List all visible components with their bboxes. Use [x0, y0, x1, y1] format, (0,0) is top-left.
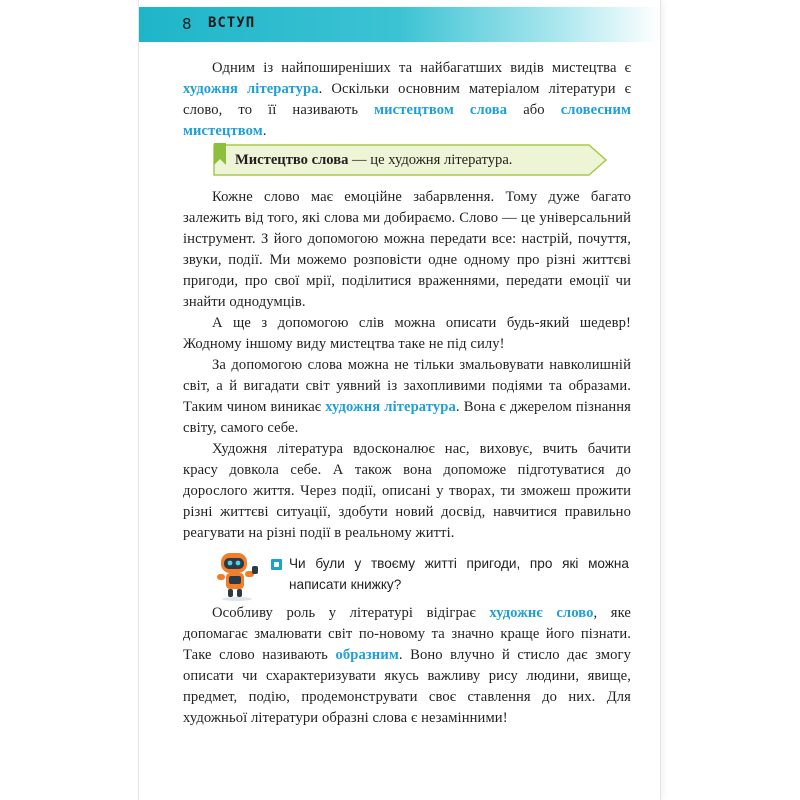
definition-term: Мистецтво слова — [235, 152, 349, 168]
paragraph-text: Кожне слово має емоційне забарвлення. Тому дуже багато залежить від того, які слова ми добираємо. Слово — це універсальний інструмент. З його допомогою можна передати все: настрій, почуття, звуки, події. Ми можемо розповісти одне одному про різні життєві пригоди, про свої мрії, поділитися враженнями, передати емоції чи знайти однодумців. — [183, 189, 631, 310]
paragraph-emotions — [183, 187, 631, 544]
bookmark-icon — [214, 143, 228, 167]
term-highlight: художня література — [183, 81, 319, 97]
text-fragment: . Воно влучно й стисло дає змогу описати чи схарактеризувати якусь важливу рису людини, явище, предмет, подію, продемонструвати своє ставлення до них. Для художньої літератури образні слова є незамінними! — [183, 647, 632, 726]
section-title: ВСТУП — [208, 15, 256, 31]
definition-rest: — це художня література. — [348, 152, 513, 168]
text-fragment: . Оскільки основним матеріалом літератури є слово, то її називають — [183, 81, 631, 118]
definition-box — [211, 143, 608, 177]
term-highlight: художнє слово — [489, 605, 594, 621]
term-highlight: художня література — [325, 399, 456, 415]
paragraph-text: Художня література вдосконалює нас, виховує, вчить бачити красу довкола себе. А також вона допоможе підготуватися до дорослого життя. Через події, описані у творах, ти зможеш прожити різні життєві ситуації, здобути новий досвід, навчитися правильно реагувати на різні події в реальному житті. — [183, 441, 631, 541]
term-highlight: образним — [335, 647, 399, 663]
term-highlight: мистецтвом слова — [374, 102, 508, 118]
text-fragment: . Вона є джерелом пізнання світу, самого себе. — [183, 399, 631, 436]
text-fragment: Одним із найпоширеніших та найбагатших видів мистецтва є — [212, 60, 631, 76]
text-fragment: За допомогою слова можна не тільки змальовувати навколишній світ, а й вигадати світ уявний із захопливими подіями та образами. Таким чином виникає — [183, 357, 631, 415]
paragraph-artistic-word — [183, 603, 631, 729]
term-highlight: словесним мистецтвом — [183, 102, 631, 139]
paragraph-text: А ще з допомогою слів можна описати будь-який шедевр! Жодному іншому виду мистецтва таке не під силу! — [183, 315, 631, 352]
text-fragment: або — [507, 102, 561, 118]
question-square-icon — [271, 559, 282, 570]
text-fragment: . — [262, 123, 267, 139]
question-prompt: Чи були у твоєму житті пригоди, про які можна написати книжку? — [289, 556, 629, 592]
text-fragment: Особливу роль у літературі відіграє — [212, 605, 490, 621]
text-fragment: , яке допомагає змалювати світ по-новому та значно краще його пізнати. Таке слово називають — [183, 605, 632, 663]
paragraph-intro — [183, 58, 631, 142]
robot-mascot-icon — [212, 549, 262, 601]
definition-text — [235, 150, 512, 170]
page-number: 8 — [182, 15, 192, 33]
